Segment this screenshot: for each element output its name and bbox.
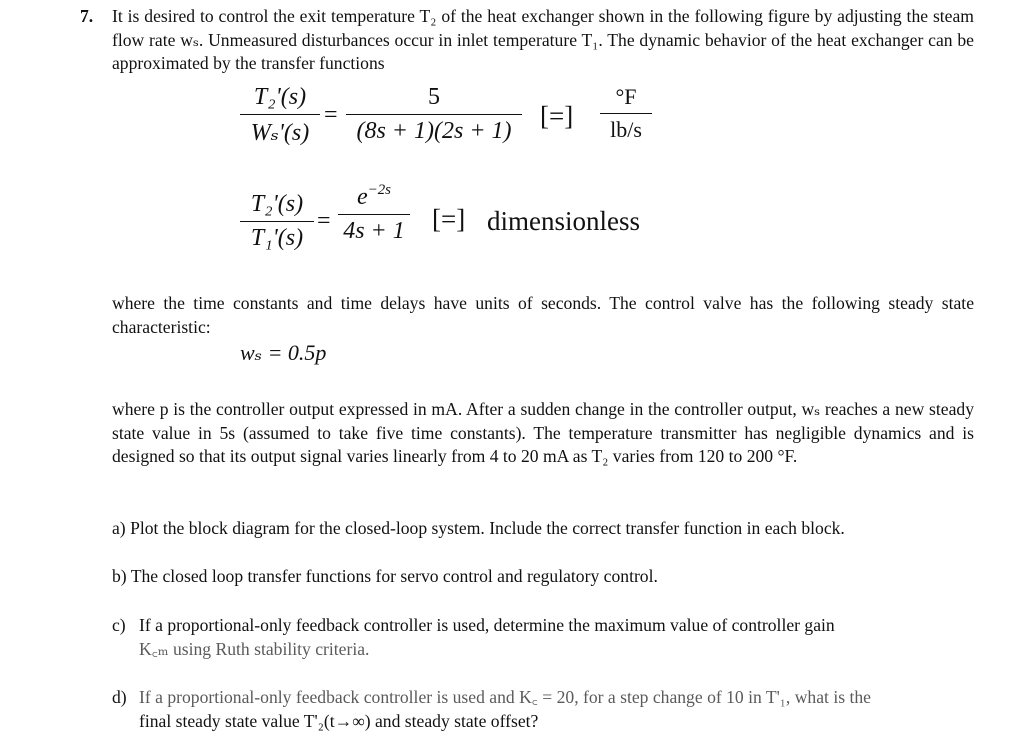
tf1-unit-denominator: lb/s	[610, 117, 642, 142]
intro-paragraph: It is desired to control the exit temperature T₂ of the heat exchanger shown in the following figure by adjusting the steam flow rate wₛ. Unmeasured disturbances occur in inlet temperature T₁. The dynamic behavior of the heat exchanger can be approximated by the transfer functions	[112, 6, 974, 73]
part-d-line2: final steady state value T'₂(t→∞) and steady state offset?	[139, 711, 539, 731]
tf2-unit: dimensionless	[487, 206, 640, 236]
tf1-unit-numerator: °F	[615, 84, 637, 109]
body-paragraph: where p is the controller output expressed in mA. After a sudden change in the controller output, wₛ reaches a new steady state value in 5s (assumed to take five time constants). The temperature transmitter has negligible dynamics and is designed so that its output signal varies linearly from 4 to 20 mA as T₂ varies from 120 to 200 °F.	[112, 399, 974, 466]
tf1-rhs-numerator: 5	[428, 84, 440, 110]
tf2-exp-base: e	[357, 184, 368, 210]
tf1-equiv-symbol: [=]	[540, 101, 574, 131]
part-a: a) Plot the block diagram for the closed-loop system. Include the correct transfer function in each block.	[112, 518, 845, 538]
part-c-line1: If a proportional-only feedback controller is used, determine the maximum value of controller gain	[139, 615, 835, 635]
tf1-denominator: Wₛ'(s)	[250, 120, 310, 146]
part-c-line2: K꜀ₘ using Ruth stability criteria.	[139, 639, 370, 659]
tf1-rhs-denominator: (8s + 1)(2s + 1)	[356, 118, 512, 144]
mid-paragraph: where the time constants and time delays have units of seconds. The control valve has the following steady state characteristic:	[112, 293, 974, 337]
part-d-label: d)	[112, 687, 127, 707]
tf2-numerator: T₂'(s)	[250, 191, 304, 217]
valve-equation: wₛ = 0.5p	[240, 340, 327, 365]
tf2-denominator: T₁'(s)	[250, 225, 304, 251]
part-c-label: c)	[112, 615, 126, 635]
part-b: b) The closed loop transfer functions for servo control and regulatory control.	[112, 566, 658, 586]
tf2-equiv-symbol: [=]	[432, 204, 466, 234]
tf1-numerator: T₂'(s)	[253, 84, 307, 110]
tf2-rhs-denominator: 4s + 1	[343, 218, 405, 244]
part-d-line1: If a proportional-only feedback controller is used and K꜀ = 20, for a step change of 10 in T'₁, what is the	[139, 687, 871, 707]
problem-number: 7.	[80, 6, 94, 26]
tf2-exp-power: −2s	[367, 182, 391, 199]
